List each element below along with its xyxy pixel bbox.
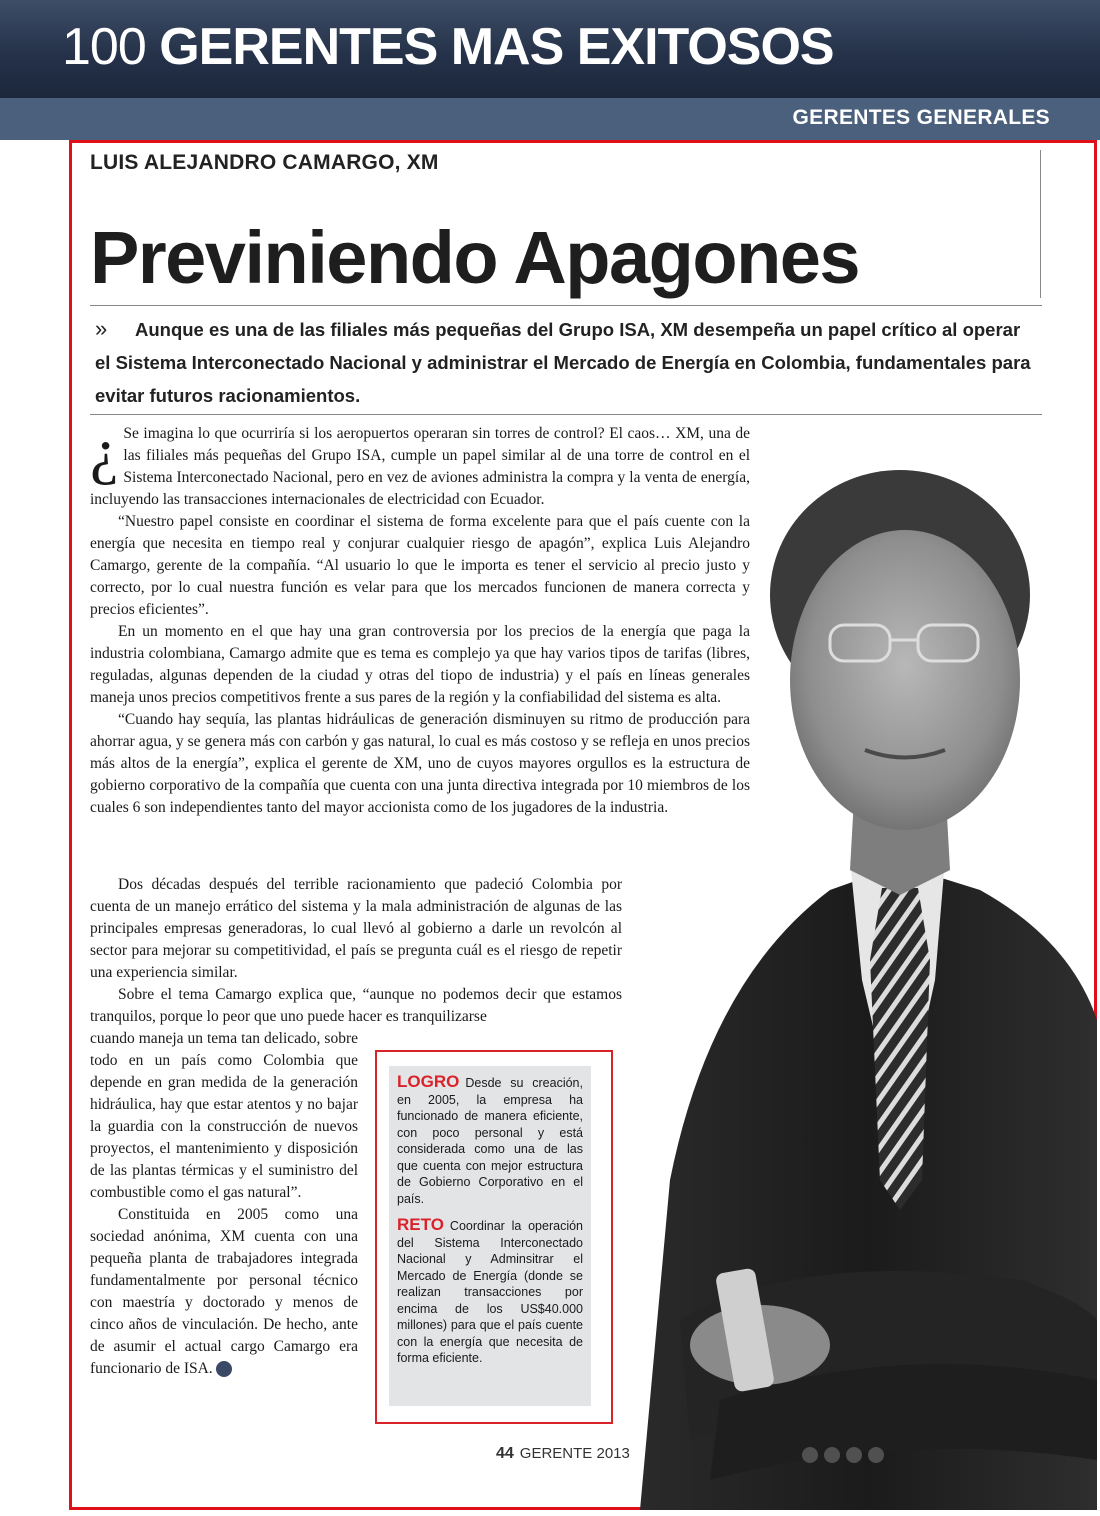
page-number: 44 [496, 1445, 514, 1462]
paragraph: En un momento en el que hay una gran controversia por los precios de la energía que paga la industria colombiana, Camargo admite que es tema es complejo ya que hay varios tipos de tarifas (libres, reguladas, algunas dependen de la ciudad y otras del tiopo de industria) y el país en líneas generales maneja unos precios competitivos frente a sus pares de la región y la confiabilidad del sistema es alta. [90, 623, 750, 706]
paragraph: cuando maneja un tema tan delicado, sobre todo en un país como Colombia que depende en gran medida de la generación hidráulica, hay que estar atentos y no bajar la guardia con la construcción de nuevos proyectos, el mantenimiento y disposición de las plantas térmicas y el suministro del combustible como el gas natural”. [90, 1030, 358, 1201]
body-column-full [90, 415, 750, 819]
body-column-narrow [90, 1028, 358, 1380]
paragraph-text: Se imagina lo que ocurriría si los aeropuertos operaran sin torres de control? El caos… XM, una de las filiales más pequeñas del Grupo ISA, cumple un papel similar al de una torre de control en el Sistema Interconectado Nacional, pero en vez de aviones administra la compra y la venta de energía, incluyendo las transacciones internacionales de electricidad con Ecuador. [90, 425, 750, 508]
page-footer [496, 1444, 630, 1464]
vertical-divider [1040, 150, 1041, 298]
article-lede [95, 312, 1040, 412]
article-headline: Previniendo Apagones [90, 216, 860, 299]
lede-marker: » [95, 316, 108, 341]
reto-item [397, 1217, 583, 1367]
lede-text: Aunque es una de las filiales más pequeñas del Grupo ISA, XM desempeña un papel crítico al operar el Sistema Interconectado Nacional y administrar el Mercado de Energía en Colombia, fundamentales para evitar futuros racionamientos. [95, 319, 1031, 406]
paragraph: “Nuestro papel consiste en coordinar el sistema de forma excelente para que el país cuente con la energía que necesita en tiempo real y conjurar cualquier riesgo de apagón”, explica Luis Alejandro Camargo, gerente de la compañía. “Al usuario lo que le importa es tener el servicio al precio justo y correcto, por lo cual nuestra función es velar para que los mercados funcionen de manera correcta y precios eficientes”. [90, 513, 750, 618]
reto-text: Coordinar la operación del Sistema Interconectado Nacional y Adminsitrar el Mercado de Energía (donde se realizan transacciones por encima de los US$40.000 millones) para que el país cuente con la energía que necesita de forma eficiente. [397, 1219, 583, 1365]
paragraph [90, 415, 750, 511]
section-label: GERENTES GENERALES [792, 106, 1050, 129]
end-mark-icon: G [216, 1361, 232, 1377]
article-author: LUIS ALEJANDRO CAMARGO, XM [90, 151, 439, 174]
paragraph-text: Constituida en 2005 como una sociedad anónima, XM cuenta con una pequeña planta de trabajadores integrada fundamentalmente por personal técnico con maestría y doctorado y menos de cinco años de vinculación. De hecho, ante de asumir el actual cargo Camargo era funcionario de ISA. [90, 1206, 358, 1377]
body-column-mid [90, 874, 622, 1028]
paragraph: Sobre el tema Camargo explica que, “aunque no podemos decir que estamos tranquilos, porque lo peor que uno puede hacer es tranquilizarse [90, 986, 622, 1025]
highlight-box-content [389, 1066, 591, 1406]
highlight-box [375, 1050, 613, 1424]
logro-item [397, 1074, 583, 1207]
title-text: GERENTES MAS EXITOSOS [159, 18, 834, 76]
publication-name: GERENTE 2013 [519, 1445, 630, 1462]
divider-top [90, 305, 1042, 306]
drop-cap: ¿ [90, 415, 119, 486]
logro-text: Desde su creación, en 2005, la empresa ha funcionado de manera eficiente, con poco personal y está considerada como una de las que cuenta con mejor estructura de Gobierno Corporativo en el país. [397, 1076, 583, 1206]
logro-label: LOGRO [397, 1072, 460, 1091]
reto-label: RETO [397, 1215, 444, 1234]
magazine-section-title [62, 12, 834, 82]
divider-bottom [90, 414, 1042, 415]
paragraph: Dos décadas después del terrible racionamiento que padeció Colombia por cuenta de un manejo errático del sistema y la mala administración de algunas de las principales empresas generadoras, lo cual llevó al gobierno a darle un revolcón al sector para mejorar su competitividad, el país se pregunta cuál es el riesgo de repetir una experiencia similar. [90, 876, 622, 981]
paragraph: “Cuando hay sequía, las plantas hidráulicas de generación disminuyen su ritmo de producción para ahorrar agua, y se genera más con carbón y gas natural, lo cual es más costoso y se refleja en unos precios más altos de la energía”, explica el gerente de XM, uno de cuyos mayores orgullos es la estructura de gobierno corporativo de la compañía que cuenta con una junta directiva integrada por 10 miembros de los cuales 6 son independientes tanto del mayor accionista como de los jugadores de la industria. [90, 711, 750, 816]
title-number: 100 [62, 18, 146, 76]
paragraph [90, 1204, 358, 1380]
